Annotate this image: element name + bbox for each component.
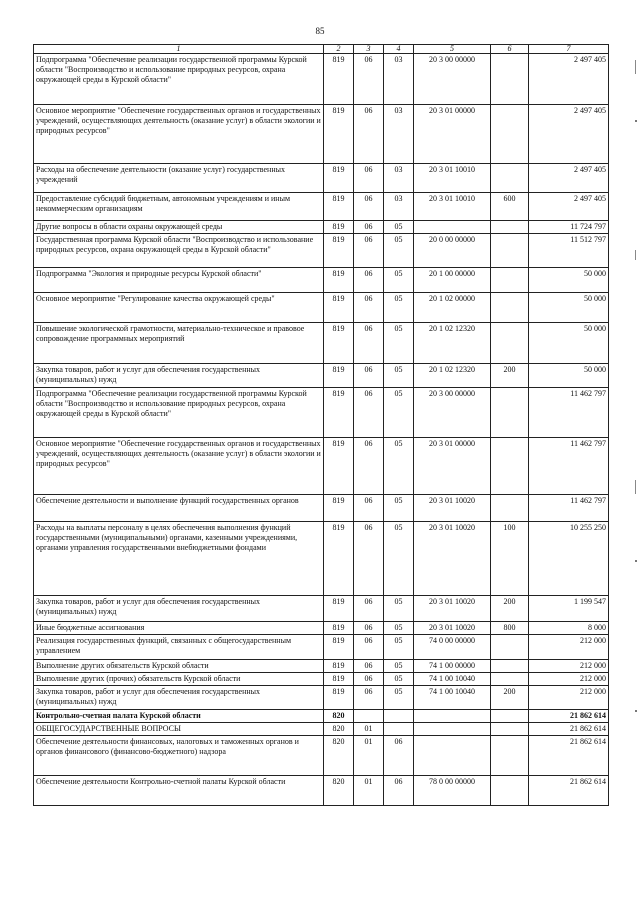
row-subsection: 05 <box>384 388 414 438</box>
row-admin-code: 819 <box>324 388 354 438</box>
row-target-article: 20 3 01 10020 <box>414 622 491 635</box>
row-target-article <box>414 723 491 736</box>
row-subsection <box>384 723 414 736</box>
row-admin-code: 819 <box>324 54 354 105</box>
table-row <box>34 660 609 673</box>
row-section: 06 <box>354 323 384 364</box>
scan-artifact <box>635 560 637 562</box>
row-section: 01 <box>354 736 384 776</box>
scan-artifact <box>635 480 636 494</box>
row-subsection: 05 <box>384 364 414 388</box>
table-row <box>34 673 609 686</box>
row-name: Другие вопросы в области охраны окружающей среды <box>34 221 324 234</box>
row-expense-type <box>491 736 529 776</box>
row-expense-type <box>491 388 529 438</box>
row-section: 06 <box>354 388 384 438</box>
row-name: Выполнение других (прочих) обязательств Курской области <box>34 673 324 686</box>
table-row <box>34 164 609 193</box>
row-amount: 2 497 405 <box>529 105 609 164</box>
row-expense-type <box>491 635 529 660</box>
table-row <box>34 234 609 268</box>
table-row <box>34 193 609 221</box>
table-row <box>34 323 609 364</box>
scan-artifact <box>635 120 637 122</box>
row-subsection: 05 <box>384 686 414 710</box>
row-name: Расходы на выплаты персоналу в целях обеспечения выполнения функций государственными (муниципальными) органами, казенными учреждениями, органами управления государственными внебюджетными фондами <box>34 522 324 596</box>
row-amount: 1 199 547 <box>529 596 609 622</box>
row-admin-code: 819 <box>324 522 354 596</box>
row-section: 06 <box>354 438 384 495</box>
header-col-4: 4 <box>384 45 414 54</box>
row-amount: 11 512 797 <box>529 234 609 268</box>
row-amount: 11 462 797 <box>529 495 609 522</box>
row-subsection <box>384 710 414 723</box>
row-admin-code: 819 <box>324 622 354 635</box>
scan-artifact <box>635 710 637 712</box>
row-target-article: 78 0 00 00000 <box>414 776 491 806</box>
row-amount: 50 000 <box>529 323 609 364</box>
row-section: 06 <box>354 495 384 522</box>
row-section <box>354 710 384 723</box>
table-row <box>34 268 609 293</box>
header-col-2: 2 <box>324 45 354 54</box>
row-amount: 8 000 <box>529 622 609 635</box>
row-name: Основное мероприятие "Обеспечение государственных органов и государственных учреждений, осуществляющих деятельность (оказание услуг) в области экологии и природных ресурсов" <box>34 438 324 495</box>
row-name: Обеспечение деятельности Контрольно-счетной палаты Курской области <box>34 776 324 806</box>
row-admin-code: 819 <box>324 293 354 323</box>
row-section: 06 <box>354 635 384 660</box>
row-expense-type <box>491 710 529 723</box>
table-row <box>34 622 609 635</box>
row-target-article: 20 3 01 00000 <box>414 105 491 164</box>
row-admin-code: 819 <box>324 673 354 686</box>
row-subsection: 05 <box>384 323 414 364</box>
row-subsection: 03 <box>384 193 414 221</box>
row-section: 06 <box>354 293 384 323</box>
row-admin-code: 819 <box>324 660 354 673</box>
row-target-article: 20 1 02 12320 <box>414 323 491 364</box>
row-name: Контрольно-счетная палата Курской области <box>34 710 324 723</box>
row-expense-type: 200 <box>491 686 529 710</box>
table-row <box>34 686 609 710</box>
row-target-article: 74 1 00 00000 <box>414 660 491 673</box>
row-expense-type <box>491 723 529 736</box>
row-subsection: 03 <box>384 54 414 105</box>
row-subsection: 05 <box>384 622 414 635</box>
row-admin-code: 819 <box>324 495 354 522</box>
row-subsection: 05 <box>384 522 414 596</box>
table-row <box>34 54 609 105</box>
row-target-article: 20 3 01 10010 <box>414 164 491 193</box>
row-target-article: 20 1 02 12320 <box>414 364 491 388</box>
row-expense-type: 600 <box>491 193 529 221</box>
row-target-article <box>414 710 491 723</box>
row-name: Основное мероприятие "Регулирование качества окружающей среды" <box>34 293 324 323</box>
row-name: Обеспечение деятельности и выполнение функций государственных органов <box>34 495 324 522</box>
row-amount: 212 000 <box>529 660 609 673</box>
row-admin-code: 819 <box>324 635 354 660</box>
row-expense-type <box>491 776 529 806</box>
row-target-article: 20 3 01 10020 <box>414 495 491 522</box>
row-amount: 11 462 797 <box>529 388 609 438</box>
row-section: 06 <box>354 660 384 673</box>
row-admin-code: 819 <box>324 323 354 364</box>
row-admin-code: 820 <box>324 776 354 806</box>
row-target-article: 20 3 01 10020 <box>414 522 491 596</box>
row-section: 01 <box>354 723 384 736</box>
row-admin-code: 819 <box>324 221 354 234</box>
row-name: Обеспечение деятельности финансовых, налоговых и таможенных органов и органов финансового (финансово-бюджетного) надзора <box>34 736 324 776</box>
row-expense-type <box>491 495 529 522</box>
page-number: 85 <box>315 26 325 36</box>
row-expense-type: 200 <box>491 596 529 622</box>
row-amount: 212 000 <box>529 673 609 686</box>
row-name: Основное мероприятие "Обеспечение государственных органов и государственных учреждений, осуществляющих деятельность (оказание услуг) в области экологии и природных ресурсов" <box>34 105 324 164</box>
row-amount: 50 000 <box>529 364 609 388</box>
row-expense-type <box>491 221 529 234</box>
row-amount: 21 862 614 <box>529 736 609 776</box>
row-target-article <box>414 736 491 776</box>
row-expense-type: 200 <box>491 364 529 388</box>
table-row <box>34 495 609 522</box>
row-expense-type <box>491 234 529 268</box>
table-row <box>34 293 609 323</box>
row-expense-type <box>491 323 529 364</box>
row-target-article: 20 3 01 00000 <box>414 438 491 495</box>
row-target-article: 20 1 02 00000 <box>414 293 491 323</box>
scan-artifact <box>635 60 636 74</box>
row-amount: 11 462 797 <box>529 438 609 495</box>
row-section: 06 <box>354 105 384 164</box>
row-admin-code: 819 <box>324 105 354 164</box>
row-admin-code: 820 <box>324 736 354 776</box>
row-section: 06 <box>354 686 384 710</box>
row-expense-type: 800 <box>491 622 529 635</box>
row-subsection: 06 <box>384 776 414 806</box>
row-name: Реализация государственных функций, связанных с общегосударственным управлением <box>34 635 324 660</box>
row-amount: 212 000 <box>529 635 609 660</box>
row-name: ОБЩЕГОСУДАРСТВЕННЫЕ ВОПРОСЫ <box>34 723 324 736</box>
row-target-article: 20 3 01 10020 <box>414 596 491 622</box>
scan-artifact <box>635 250 636 260</box>
row-subsection: 05 <box>384 234 414 268</box>
row-subsection: 03 <box>384 164 414 193</box>
table-row <box>34 596 609 622</box>
row-expense-type <box>491 105 529 164</box>
row-admin-code: 819 <box>324 193 354 221</box>
table-body <box>34 54 609 806</box>
row-name: Подпрограмма "Экология и природные ресурсы Курской области" <box>34 268 324 293</box>
header-col-1: 1 <box>34 45 324 54</box>
table-row <box>34 736 609 776</box>
row-amount: 11 724 797 <box>529 221 609 234</box>
budget-table <box>33 44 609 806</box>
row-name: Подпрограмма "Обеспечение реализации государственной программы Курской области "Воспроизводство и использование природных ресурсов, охрана окружающей среды в Курской области" <box>34 388 324 438</box>
row-section: 06 <box>354 364 384 388</box>
row-name: Предоставление субсидий бюджетным, автономным учреждениям и иным некоммерческим организациям <box>34 193 324 221</box>
row-expense-type <box>491 54 529 105</box>
row-admin-code: 819 <box>324 686 354 710</box>
row-section: 06 <box>354 522 384 596</box>
row-target-article: 20 3 00 00000 <box>414 388 491 438</box>
row-expense-type <box>491 660 529 673</box>
row-subsection: 05 <box>384 293 414 323</box>
row-expense-type <box>491 673 529 686</box>
row-expense-type <box>491 164 529 193</box>
row-admin-code: 819 <box>324 438 354 495</box>
row-admin-code: 819 <box>324 164 354 193</box>
row-name: Иные бюджетные ассигнования <box>34 622 324 635</box>
row-name: Закупка товаров, работ и услуг для обеспечения государственных (муниципальных) нужд <box>34 596 324 622</box>
table-row <box>34 710 609 723</box>
row-section: 06 <box>354 221 384 234</box>
row-amount: 2 497 405 <box>529 164 609 193</box>
header-row <box>34 45 609 54</box>
row-name: Выполнение других обязательств Курской области <box>34 660 324 673</box>
row-amount: 2 497 405 <box>529 193 609 221</box>
row-admin-code: 819 <box>324 268 354 293</box>
row-target-article: 74 1 00 10040 <box>414 673 491 686</box>
row-target-article: 20 3 00 00000 <box>414 54 491 105</box>
row-section: 06 <box>354 268 384 293</box>
row-subsection: 05 <box>384 495 414 522</box>
row-target-article: 74 1 00 10040 <box>414 686 491 710</box>
header-col-5: 5 <box>414 45 491 54</box>
row-section: 06 <box>354 596 384 622</box>
table-row <box>34 364 609 388</box>
row-name: Государственная программа Курской области "Воспроизводство и использование природных ресурсов, охрана окружающей среды в Курской области" <box>34 234 324 268</box>
row-section: 06 <box>354 673 384 686</box>
row-amount: 2 497 405 <box>529 54 609 105</box>
row-name: Повышение экологической грамотности, материально-техническое и правовое сопровождение программных мероприятий <box>34 323 324 364</box>
row-subsection: 05 <box>384 673 414 686</box>
row-amount: 50 000 <box>529 268 609 293</box>
table-row <box>34 221 609 234</box>
table-row <box>34 776 609 806</box>
row-admin-code: 819 <box>324 234 354 268</box>
row-target-article <box>414 221 491 234</box>
row-target-article: 20 1 00 00000 <box>414 268 491 293</box>
header-col-6: 6 <box>491 45 529 54</box>
table-row <box>34 522 609 596</box>
table-row <box>34 438 609 495</box>
row-subsection: 05 <box>384 268 414 293</box>
row-admin-code: 819 <box>324 364 354 388</box>
row-section: 06 <box>354 234 384 268</box>
table-row <box>34 105 609 164</box>
row-section: 06 <box>354 193 384 221</box>
row-amount: 212 000 <box>529 686 609 710</box>
row-subsection: 03 <box>384 105 414 164</box>
row-target-article: 74 0 00 00000 <box>414 635 491 660</box>
row-section: 06 <box>354 164 384 193</box>
row-admin-code: 819 <box>324 596 354 622</box>
header-col-3: 3 <box>354 45 384 54</box>
row-name: Подпрограмма "Обеспечение реализации государственной программы Курской области "Воспроизводство и использование природных ресурсов, охрана окружающей среды в Курской области" <box>34 54 324 105</box>
row-expense-type <box>491 293 529 323</box>
row-subsection: 05 <box>384 221 414 234</box>
header-col-7: 7 <box>529 45 609 54</box>
row-amount: 21 862 614 <box>529 776 609 806</box>
row-subsection: 05 <box>384 660 414 673</box>
row-admin-code: 820 <box>324 710 354 723</box>
row-section: 01 <box>354 776 384 806</box>
row-section: 06 <box>354 622 384 635</box>
row-name: Закупка товаров, работ и услуг для обеспечения государственных (муниципальных) нужд <box>34 686 324 710</box>
row-subsection: 06 <box>384 736 414 776</box>
row-amount: 21 862 614 <box>529 723 609 736</box>
row-name: Закупка товаров, работ и услуг для обеспечения государственных (муниципальных) нужд <box>34 364 324 388</box>
table-row <box>34 388 609 438</box>
row-target-article: 20 3 01 10010 <box>414 193 491 221</box>
row-amount: 10 255 250 <box>529 522 609 596</box>
row-expense-type <box>491 268 529 293</box>
row-expense-type: 100 <box>491 522 529 596</box>
row-subsection: 05 <box>384 596 414 622</box>
table-row <box>34 635 609 660</box>
row-subsection: 05 <box>384 438 414 495</box>
row-section: 06 <box>354 54 384 105</box>
row-amount: 21 862 614 <box>529 710 609 723</box>
row-target-article: 20 0 00 00000 <box>414 234 491 268</box>
row-name: Расходы на обеспечение деятельности (оказание услуг) государственных учреждений <box>34 164 324 193</box>
row-amount: 50 000 <box>529 293 609 323</box>
row-expense-type <box>491 438 529 495</box>
row-subsection: 05 <box>384 635 414 660</box>
row-admin-code: 820 <box>324 723 354 736</box>
table-row <box>34 723 609 736</box>
